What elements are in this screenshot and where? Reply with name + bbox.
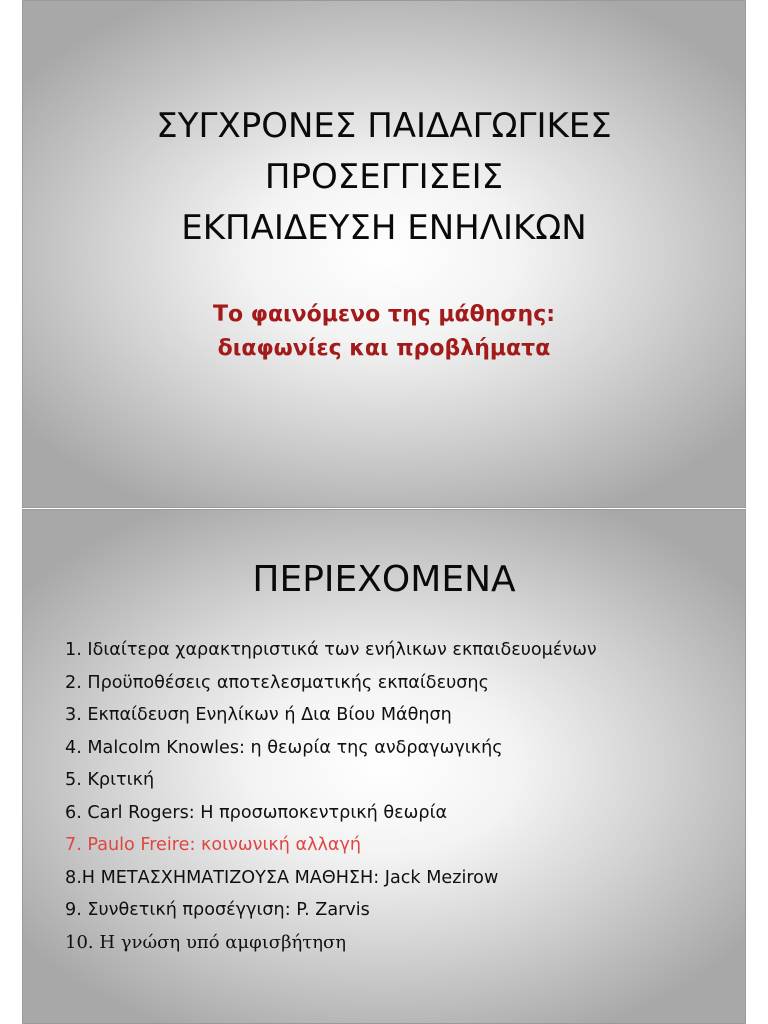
contents-item-7-highlighted: 7. Paulo Freire: κοινωνική αλλαγή xyxy=(65,835,362,855)
contents-item-10: 10. Η γνώση υπό αμφισβήτηση xyxy=(65,931,347,953)
contents-item-2: 2. Προϋποθέσεις αποτελεσματικής εκπαίδευσης xyxy=(65,672,489,693)
contents-item-4: 4. Malcolm Knowles: η θεωρία της ανδραγωγικής xyxy=(65,737,503,758)
slide-title xyxy=(23,101,745,254)
title-line-2: ΠΡΟΣΕΓΓΙΣΕΙΣ xyxy=(264,157,504,197)
subtitle-line-1: Το φαινόμενο της μάθησης: xyxy=(212,302,556,327)
contents-list xyxy=(65,634,597,959)
title-line-1: ΣΥΓΧΡΟΝΕΣ ΠΑΙΔΑΓΩΓΙΚΕΣ xyxy=(156,106,612,146)
title-slide xyxy=(22,0,746,508)
title-line-3: ΕΚΠΑΙΔΕΥΣΗ ΕΝΗΛΙΚΩΝ xyxy=(181,208,587,248)
contents-title: ΠΕΡΙΕΧΟΜΕΝΑ xyxy=(252,559,516,600)
contents-slide xyxy=(22,509,746,1024)
slide-subtitle xyxy=(23,298,745,366)
subtitle-line-2: διαφωνίες και προβλήματα xyxy=(217,336,551,361)
contents-item-6: 6. Carl Rogers: Η προσωποκεντρική θεωρία xyxy=(65,802,448,823)
contents-item-8: 8.Η ΜΕΤΑΣΧΗΜΑΤΙΖΟΥΣΑ ΜΑΘΗΣΗ: Jack Mezirow xyxy=(65,867,499,888)
contents-item-5: 5. Κριτική xyxy=(65,770,155,790)
contents-item-1: 1. Ιδιαίτερα χαρακτηριστικά των ενήλικων εκπαιδευομένων xyxy=(65,640,597,660)
contents-item-9: 9. Συνθετική προσέγγιση: P. Zarvis xyxy=(65,900,370,920)
contents-item-3: 3. Εκπαίδευση Ενηλίκων ή Δια Βίου Μάθηση xyxy=(65,705,452,725)
